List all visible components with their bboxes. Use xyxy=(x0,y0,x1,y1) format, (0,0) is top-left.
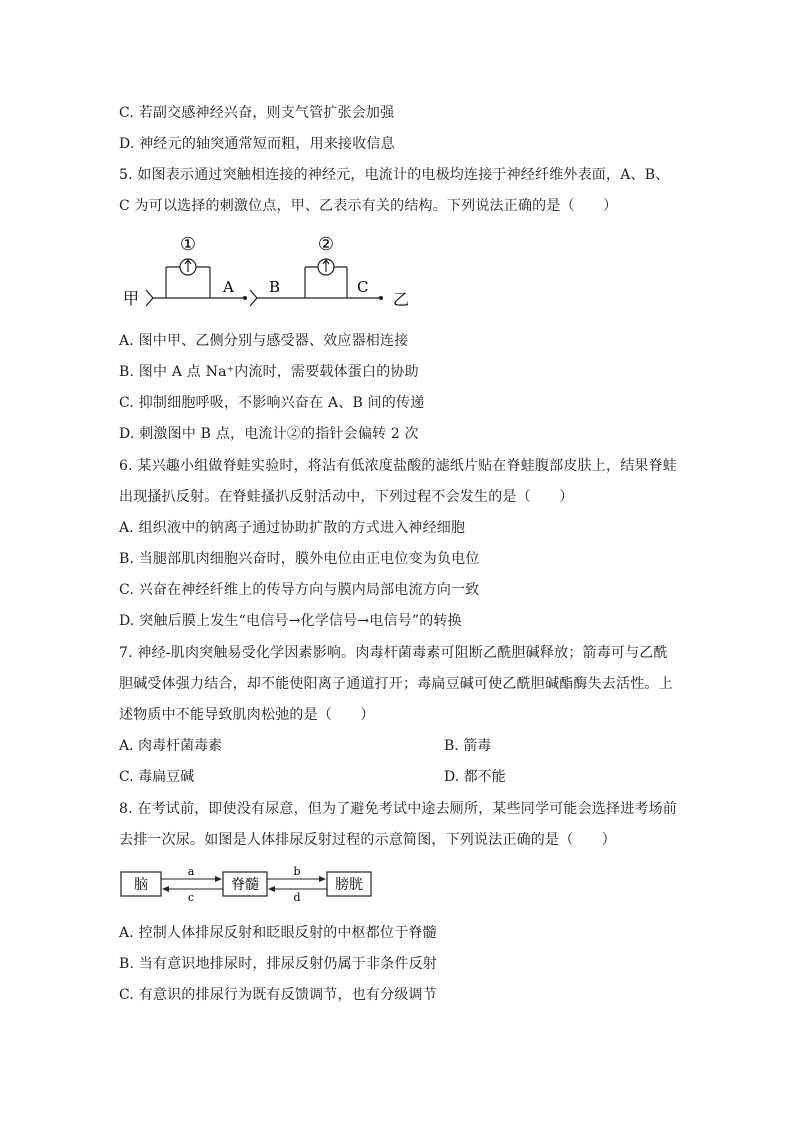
q5-option-a: A. 图中甲、乙侧分别与感受器、效应器相连接 xyxy=(119,333,409,349)
line-2: D. 神经元的轴突通常短而粗，用来接收信息 xyxy=(119,136,395,152)
meter-2-label: ② xyxy=(317,234,335,255)
q7-option-b: B. 箭毒 xyxy=(444,738,492,754)
label-jia: 甲 xyxy=(123,289,140,308)
q5-option-d: D. 刺激图中 B 点，电流计②的指针会偏转 2 次 xyxy=(119,426,419,442)
q8-stem-1: 8. 在考试前，即使没有尿意，但为了避免考试中途去厕所，某些同学可能会选择进考场前 xyxy=(119,801,678,817)
point-a: A xyxy=(223,278,234,296)
q7-option-c: C. 毒扁豆碱 xyxy=(119,769,195,785)
line-1: C. 若副交感神经兴奋，则支气管扩张会加强 xyxy=(119,105,395,121)
arrow-c-label: c xyxy=(187,891,195,904)
q7-stem-3: 述物质中不能导致肌肉松弛的是（ ） xyxy=(119,707,375,723)
q8-option-b: B. 当有意识地排尿时，排尿反射仍属于非条件反射 xyxy=(119,956,437,972)
q5-stem-1: 5. 如图表示通过突触相连接的神经元，电流计的电极均连接于神经纤维外表面，A、B、 xyxy=(119,167,670,183)
q6-stem-2: 出现搔扒反射。在脊蛙搔扒反射活动中，下列过程不会发生的是（ ） xyxy=(119,489,574,505)
q6-option-b: B. 当腿部肌肉细胞兴奋时，膜外电位由正电位变为负电位 xyxy=(119,551,480,567)
arrow-a-label: a xyxy=(187,866,195,878)
q8-stem-2: 去排一次尿。如图是人体排尿反射过程的示意简图，下列说法正确的是（ ） xyxy=(119,832,616,848)
q6-option-a: A. 组织液中的钠离子通过协助扩散的方式进入神经细胞 xyxy=(119,520,466,536)
q5-option-b: B. 图中 A 点 Na⁺内流时，需要载体蛋白的协助 xyxy=(119,364,419,380)
q5-stem-2: C 为可以选择的刺激位点，甲、乙表示有关的结构。下列说法正确的是（ ） xyxy=(119,198,618,214)
q6-option-d: D. 突触后膜上发生“电信号→化学信号→电信号”的转换 xyxy=(119,613,462,629)
arrow-b-label: b xyxy=(293,866,301,878)
arrow-d-label: d xyxy=(293,891,301,904)
point-c: C xyxy=(357,278,369,296)
q7-option-a: A. 肉毒杆菌毒素 xyxy=(119,738,223,754)
q7-stem-1: 7. 神经-肌肉突触易受化学因素影响。肉毒杆菌毒素可阻断乙酰胆碱释放；箭毒可与乙酰 xyxy=(119,645,668,661)
brain-label: 脑 xyxy=(134,877,148,893)
q5-option-c: C. 抑制细胞呼吸，不影响兴奋在 A、B 间的传递 xyxy=(119,395,425,411)
q7-option-d: D. 都不能 xyxy=(444,769,506,785)
q8-option-c: C. 有意识的排尿行为既有反馈调节，也有分级调节 xyxy=(119,987,437,1003)
q8-option-a: A. 控制人体排尿反射和眨眼反射的中枢都位于脊髓 xyxy=(119,925,437,941)
point-b: B xyxy=(269,278,281,296)
q6-option-c: C. 兴奋在神经纤维上的传导方向与膜内局部电流方向一致 xyxy=(119,582,480,598)
spine-label: 脊髓 xyxy=(231,877,259,893)
label-yi: 乙 xyxy=(393,290,410,309)
q6-stem-1: 6. 某兴趣小组做脊蛙实验时，将沾有低浓度盐酸的滤纸片贴在脊蛙腹部皮肤上，结果脊蛙 xyxy=(119,458,678,474)
q8-reflex-diagram xyxy=(119,866,379,906)
q5-neuron-diagram xyxy=(119,228,419,313)
q7-stem-2: 胆碱受体强力结合，却不能使阳离子通道打开；毒扁豆碱可使乙酰胆碱酯酶失去活性。上 xyxy=(119,676,673,692)
meter-1-label: ① xyxy=(179,234,197,255)
bladder-label: 膀胱 xyxy=(335,877,363,893)
